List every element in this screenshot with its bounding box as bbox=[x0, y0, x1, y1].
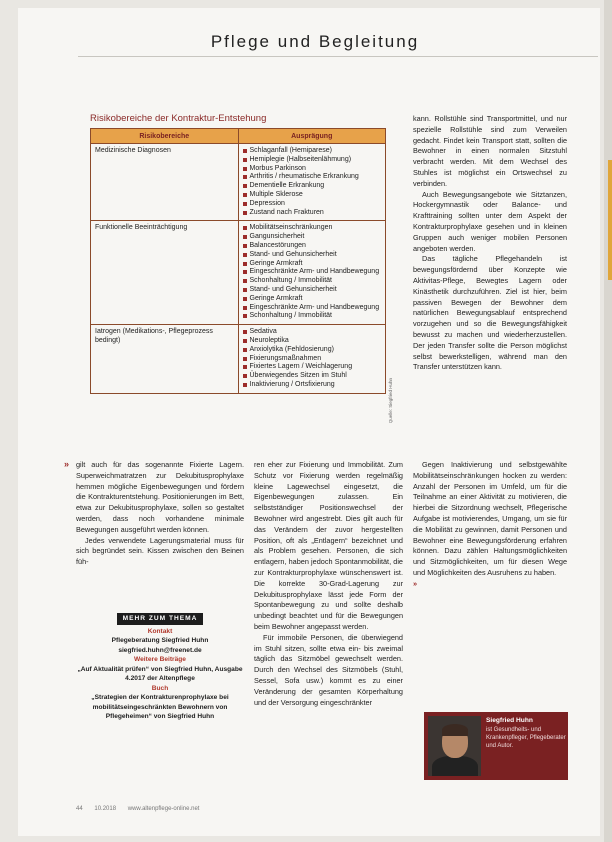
risk-item: Überwiegendes Sitzen im Stuhl bbox=[243, 372, 382, 381]
continuation-marker: » bbox=[64, 459, 70, 469]
table-row bbox=[91, 325, 386, 394]
risk-item: Dementielle Erkrankung bbox=[243, 182, 382, 191]
footer-url: www.altenpflege-online.net bbox=[127, 806, 200, 812]
end-mark: » bbox=[413, 578, 418, 588]
risk-item: Neuroleptika bbox=[243, 337, 382, 346]
more-heading: MEHR ZUM THEMA bbox=[117, 613, 204, 625]
risk-items bbox=[238, 144, 386, 221]
risk-item: Eingeschränkte Arm- und Handbewegung bbox=[243, 268, 382, 277]
book-label: Buch bbox=[151, 684, 169, 692]
risk-item: Geringe Armkraft bbox=[243, 260, 382, 269]
risk-items bbox=[238, 221, 386, 325]
risk-item: Schonhaltung / Immobilität bbox=[243, 312, 382, 321]
footer bbox=[76, 806, 209, 812]
risk-item: Morbus Parkinson bbox=[243, 165, 382, 174]
risk-item: Depression bbox=[243, 200, 382, 209]
book-text: „Strategien der Kontrakturenprophylaxe bei mobilitätseingeschränkten Bewohnern von Pflegeheimen“ von Siegfried Huhn bbox=[91, 694, 229, 720]
paragraph: Für immobile Personen, die überwiegend im Stuhl sitzen, sollte etwa ein- bis zweimal täglich das Sitzmöbel gewechselt werden. Durch den Wechsel des Sitzmöbels (Stuhl, Sessel, Sofa usw.) kommt es zu einer Veränderung der gesamten Körperhaltung und der Versorgung eingeschränkter bbox=[254, 632, 403, 707]
issue: 10.2018 bbox=[94, 806, 117, 812]
risk-item: Inaktivierung / Ortsfixierung bbox=[243, 381, 382, 390]
column-header: Ausprägung bbox=[238, 129, 386, 144]
title-rule bbox=[78, 56, 598, 57]
page-number: 44 bbox=[76, 806, 83, 812]
paragraph: kann. Rollstühle sind Transportmittel, und nur spezielle Rollstühle sind zum Verweilen gedacht. Findet kein Transport statt, sollten die Bewohner in einen normalen Sitzstuhl verbracht werden. Mit dem Wechsel des Stuhles ist möglichst ein Ortswechsel zu verbinden. bbox=[413, 114, 567, 188]
table-credit: Quelle: Siegfried Huhn bbox=[388, 378, 393, 424]
contact-label: Kontakt bbox=[147, 627, 173, 635]
paragraph: Jedes verwendete Lagerungsmaterial muss für sich begründet sein. Kissen zwischen den Beinen füh- bbox=[76, 535, 244, 567]
article-column-right-bottom bbox=[413, 460, 567, 590]
table-header-row bbox=[91, 129, 386, 144]
table-body bbox=[91, 144, 386, 394]
risk-item: Gangunsicherheit bbox=[243, 233, 382, 242]
risk-item: Geringe Armkraft bbox=[243, 295, 382, 304]
page-title: Pflege und Begleitung bbox=[210, 32, 420, 51]
risk-category: Iatrogen (Medikations-, Pflegeprozess bedingt) bbox=[91, 325, 239, 394]
paragraph: ren eher zur Fixierung und Immobilität. Zum Schutz vor Fixierung werden regelmäßig kleine Lagewechsel eingesetzt, die Eigenbewegungen zulassen. Ein selbstständiger Positionswechsel der Bewohner wird angestrebt. Dies gilt auch für das Verändern der zuvor hergestellten Position, oft als „Entlagern“ bezeichnet und als Problem gesehen. Personen, die sich entlagern, haben jedoch Spontanmobilität, die zur Kontrakturprophylaxe wünschenswert ist. Die korrekte 30-Grad-Lagerung zur Dekubitusprophylaxe lässt jede Form der Spontanbewegung zu und sollte deshalb unbedingt beachtet und für die Bewegungen beim Bewohner angepasst werden. bbox=[254, 460, 403, 631]
risk-category: Medizinische Diagnosen bbox=[91, 144, 239, 221]
author-box bbox=[424, 712, 568, 780]
risk-category: Funktionelle Beeinträchtigung bbox=[91, 221, 239, 325]
edge-marker bbox=[608, 160, 612, 280]
table-row bbox=[91, 221, 386, 325]
risk-item: Anxiolytika (Fehldosierung) bbox=[243, 346, 382, 355]
risk-item: Hemiplegie (Halbseitenlähmung) bbox=[243, 156, 382, 165]
article-column-middle bbox=[254, 460, 403, 708]
page-edge bbox=[604, 0, 612, 842]
risk-item: Sedativa bbox=[243, 328, 382, 337]
table-title: Risikobereiche der Kontraktur-Entstehung bbox=[90, 113, 267, 124]
risk-item: Eingeschränkte Arm- und Handbewegung bbox=[243, 304, 382, 313]
further-text: „Auf Aktualität prüfen“ von Siegfried Huhn, Ausgabe 4.2017 der Altenpflege bbox=[77, 665, 243, 682]
article-column-left bbox=[76, 460, 244, 568]
risk-item: Stand- und Gehunsicherheit bbox=[243, 251, 382, 260]
risk-item: Schonhaltung / Immobilität bbox=[243, 277, 382, 286]
paragraph: Gegen Inaktivierung und selbstgewählte Mobilitätseinschränkungen hocken zu werden: Anzahl der Personen im Umfeld, um für die Teilnahme an einer Aktivität zu motivieren, die hierbei die Sitzordnung wechselt, Pflegerische Aufgabe ist motivierendes, Umgang, um sie für die Mobilität zu gewinnen, damit Personen und Bewohner eine Bewegungsförderung erfahren können. Dazu zählen Haltungsmöglichkeiten und Sitzmöglichkeiten, um für diesen Wege und Möglichkeiten des Ausruhens zu haben. bbox=[413, 460, 567, 577]
more-box bbox=[76, 613, 244, 722]
risk-item: Multiple Sklerose bbox=[243, 191, 382, 200]
risk-items bbox=[238, 325, 386, 394]
article-column-right-top bbox=[413, 114, 567, 373]
risk-item: Zustand nach Frakturen bbox=[243, 209, 382, 218]
risk-item: Mobilitätseinschränkungen bbox=[243, 224, 382, 233]
author-photo bbox=[428, 716, 481, 776]
paragraph: gilt auch für das sogenannte Fixierte Lagern. Superweichmatratzen zur Dekubitusprophylaxe hemmen mögliche Eigenbewegungen und fördern die Kontrakturentstehung. Positionierungen im Bett, etwa zur Dekubitusprophylaxe, sollen so gestaltet werden, dass noch vorhandene minimale Bewegungen ausgeführt werden können. bbox=[76, 460, 244, 534]
risk-item: Fixiertes Lagern / Weichlagerung bbox=[243, 363, 382, 372]
paragraph: Auch Bewegungsangebote wie Sitztanzen, Hockergymnastik oder Balance- und Krafttraining sollten unter dem Aspekt der Kontrakturprophylaxe gesehen und in kleinen Gruppen auch weniger mobilen Personen angeboten werden. bbox=[413, 189, 567, 253]
risk-item: Schlaganfall (Hemiparese) bbox=[243, 147, 382, 156]
risk-item: Fixierungsmaßnahmen bbox=[243, 355, 382, 364]
risk-item: Stand- und Gehunsicherheit bbox=[243, 286, 382, 295]
risk-table bbox=[90, 128, 386, 394]
further-label: Weitere Beiträge bbox=[134, 656, 186, 663]
contact-name: Pflegeberatung Siegfried Huhn bbox=[111, 637, 209, 644]
contact-email[interactable]: siegfried.huhn@freenet.de bbox=[118, 646, 202, 654]
risk-item: Arthritis / rheumatische Erkrankung bbox=[243, 173, 382, 182]
author-name: Siegfried Huhn bbox=[486, 717, 533, 724]
risk-item: Balancestörungen bbox=[243, 242, 382, 251]
table-row bbox=[91, 144, 386, 221]
paragraph: Das tägliche Pflegehandeln ist bewegungsfördernd über Konzepte wie Aktivitas-Pflege, Bewegtes Lagern oder Kinästhetik durchzuführen. Ziel ist hier, beim passiven Bewegen der Bewohner dem natürlichen Bewegungsablauf entsprechend vorzugehen und so die Bewegungsfähigkeit bewusst zu machen und wiederherzustellen. Der jeden Transfer sollte die Person möglichst selbst bewerkstelligen, während man den Transfer unterstützen kann. bbox=[413, 254, 567, 372]
column-header: Risikobereiche bbox=[91, 129, 239, 144]
author-bio: ist Gesundheits- und Krankenpfleger, Pflegeberater und Autor. bbox=[486, 727, 566, 749]
